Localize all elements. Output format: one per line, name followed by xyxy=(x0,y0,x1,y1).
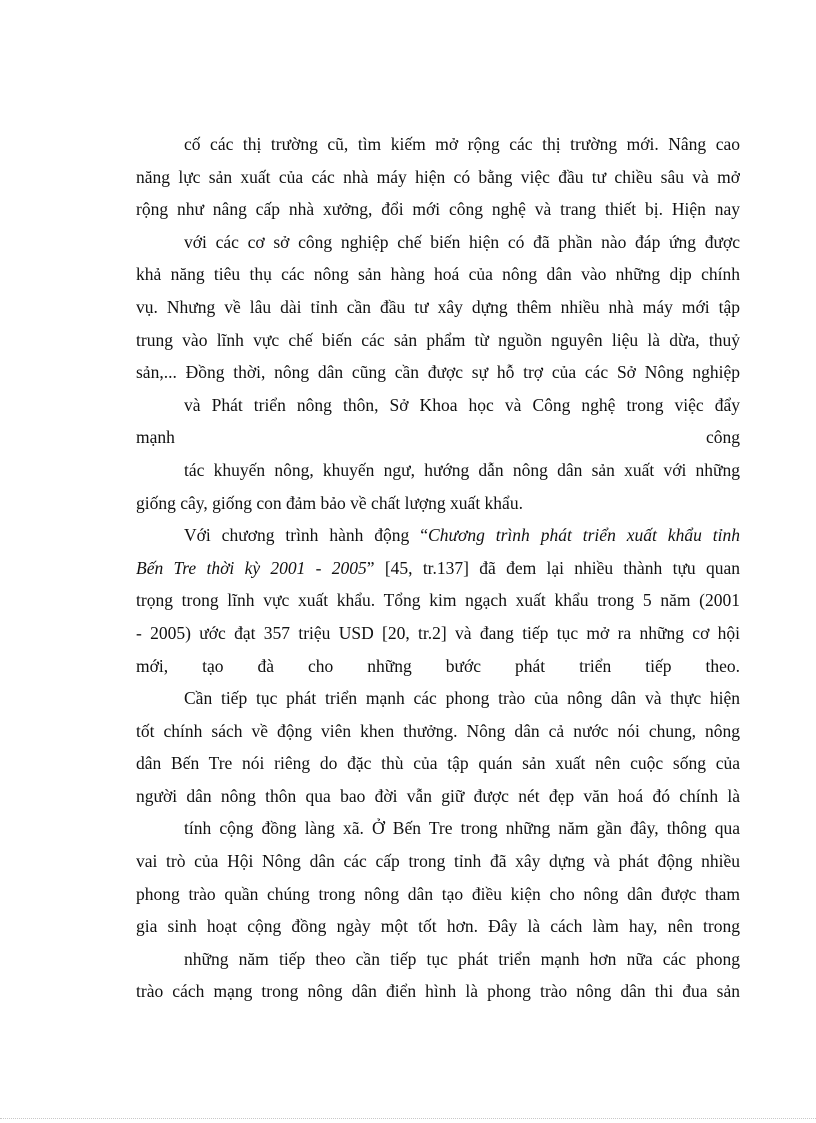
text-line: vụ. Nhưng về lâu dài tỉnh cần đầu tư xây dựng thêm nhiều nhà máy mới tập xyxy=(136,296,740,317)
text-line: tác khuyến nông, khuyến ngư, hướng dẫn nông dân sản xuất với những xyxy=(184,459,740,480)
text-line: gia sinh hoạt cộng đồng ngày một tốt hơn. Đây là cách làm hay, nên trong xyxy=(136,916,740,937)
text-line: khả năng tiêu thụ các nông sản hàng hoá của nông dân vào những dịp chính xyxy=(136,264,740,285)
text-line: cố các thị trường cũ, tìm kiếm mở rộng các thị trường mới. Nâng cao xyxy=(184,134,740,154)
text-line: phong trào quần chúng trong nông dân tạo điều kiện cho nông dân được tham xyxy=(136,883,740,904)
italic-title: Bến Tre thời kỳ 2001 - 2005 xyxy=(136,557,367,578)
text-run: ” [45, tr.137] đã đem lại nhiều thành tựu quan xyxy=(366,557,740,578)
italic-title: Chương trình phát triển xuất khẩu tỉnh xyxy=(428,525,740,546)
text-line: mới, tạo đà cho những bước phát triển tiếp theo. xyxy=(136,655,740,676)
text-line: Cần tiếp tục phát triển mạnh các phong trào của nông dân và thực hiện xyxy=(184,688,740,709)
text-line: với các cơ sở công nghiệp chế biến hiện có đã phần nào đáp ứng được xyxy=(184,231,740,252)
text-line: - 2005) ước đạt 357 triệu USD [20, tr.2] và đang tiếp tục mở ra những cơ hội xyxy=(136,622,740,643)
text-line: dân Bến Tre nói riêng do đặc thù của tập quán sản xuất nên cuộc sống của xyxy=(136,753,740,774)
text-line: trào cách mạng trong nông dân điển hình là phong trào nông dân thi đua sản xyxy=(136,981,740,1002)
text-line xyxy=(136,421,740,454)
text-line: người dân nông thôn qua bao đời vẫn giữ được nét đẹp văn hoá đó chính là xyxy=(136,785,740,806)
text-run: Với chương trình hành động “ xyxy=(184,525,429,546)
text-line xyxy=(136,552,740,585)
text-line: vai trò của Hội Nông dân các cấp trong tỉnh đã xây dựng và phát động nhiều xyxy=(136,851,740,872)
text-line: tốt chính sách về động viên khen thưởng. Nông dân cả nước nói chung, nông xyxy=(136,720,740,741)
text-word: mạnh xyxy=(136,427,175,448)
text-line: sản,... Đồng thời, nông dân cũng cần được sự hỗ trợ của các Sở Nông nghiệp xyxy=(136,362,740,383)
text-line: tính cộng đồng làng xã. Ở Bến Tre trong những năm gần đây, thông qua xyxy=(184,818,740,839)
text-line: trọng trong lĩnh vực xuất khẩu. Tổng kim ngạch xuất khẩu trong 5 năm (2001 xyxy=(136,590,740,611)
text-line: trung vào lĩnh vực chế biến các sản phẩm từ nguồn nguyên liệu là dừa, thuỷ xyxy=(136,329,740,350)
text-line: giống cây, giống con đảm bảo về chất lượng xuất khẩu. xyxy=(136,492,523,513)
text-line: năng lực sản xuất của các nhà máy hiện có bằng việc đầu tư chiều sâu và mở xyxy=(136,166,740,187)
text-line: và Phát triển nông thôn, Sở Khoa học và Công nghệ trong việc đẩy xyxy=(184,394,740,415)
text-line: rộng như nâng cấp nhà xưởng, đổi mới công nghệ và trang thiết bị. Hiện nay xyxy=(136,199,740,220)
text-line xyxy=(136,519,740,552)
body-text xyxy=(136,128,740,1008)
text-line: những năm tiếp theo cần tiếp tục phát triển mạnh hơn nữa các phong xyxy=(184,948,740,969)
text-word: công xyxy=(705,427,740,448)
page-bottom-rule xyxy=(0,1118,816,1119)
